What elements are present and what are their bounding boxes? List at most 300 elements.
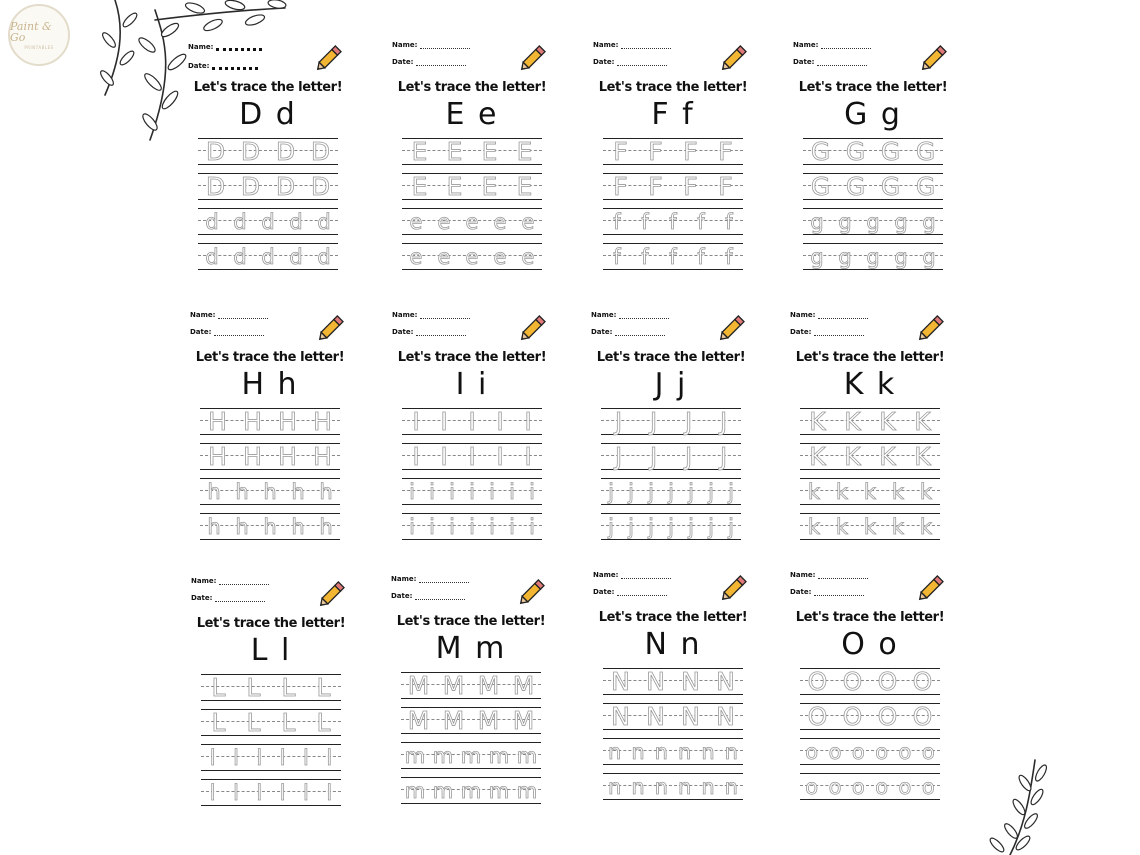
trace-glyph: J <box>649 407 658 436</box>
trace-glyph: l <box>279 781 286 805</box>
sheet-heading: Let's trace the letter! <box>193 80 343 95</box>
trace-glyph: i <box>489 480 495 504</box>
trace-glyph: M <box>407 706 430 735</box>
trace-glyph: k <box>835 480 849 504</box>
trace-glyph: H <box>243 442 262 471</box>
trace-glyphs-upper[interactable] <box>803 139 943 165</box>
date-label: Date: <box>188 62 210 70</box>
trace-glyph: j <box>608 515 614 539</box>
trace-glyphs-upper[interactable] <box>201 675 341 701</box>
date-field[interactable] <box>415 593 465 600</box>
trace-glyphs-upper[interactable] <box>601 444 741 470</box>
trace-glyph: j <box>708 480 714 504</box>
trace-glyph: m <box>404 744 426 768</box>
trace-glyph: M <box>512 671 535 700</box>
trace-glyph: l <box>279 746 286 770</box>
trace-row-upper <box>198 173 338 202</box>
sheet-heading: Let's trace the letter! <box>397 350 547 365</box>
trace-glyph: K <box>809 407 826 436</box>
featured-letters: E e <box>445 97 499 132</box>
trace-row-upper <box>800 703 940 732</box>
trace-glyph: h <box>291 480 305 504</box>
sheet-heading: Let's trace the letter! <box>195 350 345 365</box>
trace-glyph: I <box>412 442 420 471</box>
trace-glyph: l <box>233 746 239 770</box>
trace-glyph: d <box>261 245 275 269</box>
trace-glyphs-lower[interactable] <box>800 479 940 505</box>
trace-glyph: l <box>256 746 263 770</box>
name-label: Name: <box>790 311 816 319</box>
trace-glyph: N <box>716 702 735 731</box>
pencil-icon <box>517 42 549 74</box>
trace-glyph: f <box>641 210 649 234</box>
trace-glyph: k <box>835 515 849 539</box>
trace-glyphs-lower[interactable] <box>800 739 940 765</box>
trace-glyph: L <box>246 673 261 702</box>
date-label: Date: <box>391 592 413 600</box>
trace-row-lower <box>201 744 341 773</box>
date-label: Date: <box>191 594 213 602</box>
name-field[interactable] <box>419 576 469 583</box>
trace-glyph: m <box>460 779 482 803</box>
date-label: Date: <box>190 328 212 336</box>
trace-glyph: I <box>496 407 504 436</box>
worksheet-fields <box>392 312 470 346</box>
trace-glyphs-upper[interactable] <box>200 444 340 470</box>
trace-row-upper <box>201 674 341 703</box>
trace-glyph: M <box>442 706 465 735</box>
trace-glyphs-lower[interactable] <box>603 244 743 270</box>
date-field[interactable] <box>817 59 867 66</box>
trace-glyph: f <box>697 210 705 234</box>
trace-glyphs-lower[interactable] <box>201 780 341 806</box>
name-label: Name: <box>392 41 418 49</box>
trace-glyph: n <box>724 775 738 799</box>
trace-glyph: f <box>669 245 677 269</box>
trace-glyph: o <box>921 775 935 799</box>
trace-glyph: J <box>614 442 623 471</box>
worksheet-fields <box>793 42 871 76</box>
leaf-vine-icon <box>975 755 1055 855</box>
trace-glyphs-upper[interactable] <box>200 409 340 435</box>
trace-glyph: g <box>810 245 824 269</box>
featured-letters: K k <box>843 367 897 402</box>
trace-glyph: J <box>614 407 623 436</box>
worksheet-l <box>191 577 371 805</box>
worksheet-h <box>190 311 370 539</box>
trace-glyph: e <box>437 245 451 269</box>
trace-row-upper <box>803 138 943 167</box>
trace-glyphs-lower[interactable] <box>603 774 743 800</box>
worksheet-f <box>593 41 773 269</box>
date-field[interactable] <box>212 61 258 70</box>
trace-glyph: H <box>313 442 332 471</box>
trace-glyphs-upper[interactable] <box>800 669 940 695</box>
trace-glyph: K <box>844 407 861 436</box>
name-label: Name: <box>392 311 418 319</box>
trace-glyph: h <box>319 515 333 539</box>
sheet-heading: Let's trace the letter! <box>795 350 945 365</box>
name-field[interactable] <box>420 42 470 49</box>
trace-glyph: e <box>493 210 507 234</box>
featured-letters: D d <box>239 97 297 132</box>
trace-glyphs-upper[interactable] <box>402 174 542 200</box>
trace-glyph: g <box>894 210 908 234</box>
name-label: Name: <box>790 571 816 579</box>
trace-glyph: d <box>317 245 331 269</box>
trace-row-upper <box>401 707 541 736</box>
trace-glyph: K <box>844 442 861 471</box>
trace-glyph: E <box>446 137 463 166</box>
pencil-icon <box>918 42 950 74</box>
name-field[interactable] <box>219 578 269 585</box>
tracing-rows <box>603 138 743 278</box>
trace-glyphs-lower[interactable] <box>401 743 541 769</box>
trace-glyph: k <box>863 480 877 504</box>
trace-glyphs-lower[interactable] <box>402 479 542 505</box>
trace-row-upper <box>800 443 940 472</box>
trace-glyphs-lower[interactable] <box>200 514 340 540</box>
pencil-icon <box>718 42 750 74</box>
trace-glyph: F <box>648 137 663 166</box>
featured-letters: J j <box>654 367 688 402</box>
trace-glyph: e <box>409 245 423 269</box>
trace-glyphs-upper[interactable] <box>402 409 542 435</box>
trace-glyphs-lower[interactable] <box>198 209 338 235</box>
trace-row-upper <box>402 443 542 472</box>
trace-glyph: F <box>613 137 628 166</box>
name-field[interactable] <box>818 572 868 579</box>
trace-row-upper <box>603 173 743 202</box>
trace-glyphs-lower[interactable] <box>800 514 940 540</box>
trace-glyph: o <box>805 740 819 764</box>
trace-row-lower <box>800 773 940 802</box>
trace-glyph: n <box>654 740 668 764</box>
trace-glyph: G <box>915 137 936 166</box>
trace-glyph: m <box>488 779 510 803</box>
trace-glyphs-upper[interactable] <box>201 710 341 736</box>
trace-glyph: n <box>631 740 645 764</box>
name-field[interactable] <box>216 42 262 51</box>
sheet-heading: Let's trace the letter! <box>196 616 346 631</box>
trace-glyph: h <box>207 480 221 504</box>
trace-row-upper <box>402 138 542 167</box>
tracing-rows <box>201 674 341 814</box>
trace-glyph: i <box>509 515 515 539</box>
trace-glyph: f <box>641 245 649 269</box>
trace-glyphs-lower[interactable] <box>201 745 341 771</box>
trace-glyph: E <box>411 137 428 166</box>
pencil-icon <box>516 576 548 608</box>
trace-glyph: j <box>728 515 734 539</box>
trace-glyph: f <box>697 245 705 269</box>
tracing-rows <box>198 138 338 278</box>
trace-row-lower <box>603 738 743 767</box>
worksheet-fields <box>790 572 868 606</box>
trace-glyph: l <box>303 746 309 770</box>
trace-glyphs-upper[interactable] <box>401 708 541 734</box>
trace-glyphs-lower[interactable] <box>803 244 943 270</box>
trace-glyphs-lower[interactable] <box>401 778 541 804</box>
trace-glyph: m <box>432 744 454 768</box>
trace-glyph: h <box>319 480 333 504</box>
name-field[interactable] <box>619 312 669 319</box>
trace-glyph: j <box>648 515 654 539</box>
trace-glyph: j <box>628 480 634 504</box>
trace-glyph: n <box>677 740 692 764</box>
trace-glyph: G <box>810 172 831 201</box>
trace-glyph: g <box>866 210 880 234</box>
trace-row-upper <box>601 443 741 472</box>
trace-glyphs-upper[interactable] <box>603 669 743 695</box>
name-field[interactable] <box>218 312 268 319</box>
date-field[interactable] <box>215 595 265 602</box>
trace-glyph: k <box>807 480 821 504</box>
date-field[interactable] <box>814 589 864 596</box>
trace-glyph: i <box>489 515 495 539</box>
sheet-heading: Let's trace the letter! <box>795 610 945 625</box>
trace-row-upper <box>603 668 743 697</box>
trace-glyphs-lower[interactable] <box>402 514 542 540</box>
trace-glyph: M <box>407 671 430 700</box>
trace-glyph: D <box>205 137 226 166</box>
trace-glyph: D <box>240 137 261 166</box>
trace-row-upper <box>401 672 541 701</box>
trace-row-lower <box>800 738 940 767</box>
trace-glyph: O <box>807 702 828 731</box>
trace-glyph: j <box>608 480 614 504</box>
trace-glyphs-upper[interactable] <box>603 704 743 730</box>
trace-glyph: m <box>404 779 426 803</box>
trace-glyph: L <box>246 708 261 737</box>
trace-glyph: g <box>922 210 936 234</box>
name-field[interactable] <box>821 42 871 49</box>
worksheet-m <box>391 575 571 803</box>
pencil-icon <box>915 312 947 344</box>
trace-glyphs-upper[interactable] <box>402 139 542 165</box>
worksheet-n <box>593 571 773 799</box>
trace-glyph: h <box>207 515 221 539</box>
featured-letters: M m <box>435 631 507 666</box>
trace-glyph: H <box>243 407 262 436</box>
trace-glyph: k <box>891 515 905 539</box>
worksheet-d <box>188 42 368 269</box>
trace-glyph: o <box>828 775 842 799</box>
name-field[interactable] <box>420 312 470 319</box>
trace-glyph: D <box>310 137 331 166</box>
worksheet-e <box>392 41 572 269</box>
trace-row-upper <box>200 443 340 472</box>
trace-glyph: i <box>509 480 515 504</box>
date-field[interactable] <box>416 59 466 66</box>
trace-glyphs-upper[interactable] <box>603 139 743 165</box>
trace-glyph: M <box>442 671 465 700</box>
trace-glyph: i <box>409 480 415 504</box>
trace-glyph: M <box>512 706 535 735</box>
trace-glyph: E <box>481 172 498 201</box>
trace-row-upper <box>601 408 741 437</box>
worksheet-fields <box>188 42 262 80</box>
date-field[interactable] <box>617 59 667 66</box>
date-label: Date: <box>793 58 815 66</box>
sheet-heading: Let's trace the letter! <box>396 614 546 629</box>
trace-glyph: i <box>429 515 435 539</box>
trace-glyph: l <box>209 746 216 770</box>
tracing-rows <box>603 668 743 808</box>
date-label: Date: <box>790 588 812 596</box>
trace-glyph: E <box>411 172 428 201</box>
trace-glyph: F <box>683 172 698 201</box>
trace-glyph: L <box>211 673 226 702</box>
trace-glyph: L <box>281 673 296 702</box>
trace-glyph: L <box>211 708 226 737</box>
trace-glyph: J <box>719 407 728 436</box>
trace-glyph: g <box>838 245 852 269</box>
trace-glyphs-upper[interactable] <box>803 174 943 200</box>
trace-glyph: l <box>326 781 333 805</box>
trace-row-lower <box>803 208 943 237</box>
pencil-icon <box>315 312 347 344</box>
trace-glyphs-upper[interactable] <box>601 409 741 435</box>
trace-glyph: i <box>449 480 455 504</box>
trace-row-lower <box>402 208 542 237</box>
trace-glyph: E <box>516 172 533 201</box>
worksheet-fields <box>190 312 268 346</box>
name-field[interactable] <box>621 572 671 579</box>
trace-glyphs-lower[interactable] <box>601 514 741 540</box>
trace-glyph: J <box>684 407 693 436</box>
trace-row-upper <box>603 703 743 732</box>
trace-row-upper <box>800 408 940 437</box>
date-label: Date: <box>392 58 414 66</box>
trace-glyph: K <box>879 442 896 471</box>
trace-glyph: d <box>289 245 303 269</box>
sheet-heading: Let's trace the letter! <box>598 610 748 625</box>
trace-glyph: I <box>440 407 448 436</box>
trace-glyph: n <box>608 775 622 799</box>
trace-glyph: j <box>648 480 654 504</box>
trace-glyph: D <box>275 137 296 166</box>
trace-glyphs-lower[interactable] <box>603 209 743 235</box>
trace-glyph: e <box>521 210 535 234</box>
tracing-rows <box>800 668 940 808</box>
trace-glyph: J <box>649 442 658 471</box>
trace-glyphs-lower[interactable] <box>800 774 940 800</box>
trace-glyph: g <box>866 245 880 269</box>
trace-glyph: h <box>235 515 249 539</box>
name-field[interactable] <box>818 312 868 319</box>
date-field[interactable] <box>214 329 264 336</box>
trace-glyphs-lower[interactable] <box>402 244 542 270</box>
trace-row-upper <box>402 408 542 437</box>
trace-glyph: I <box>412 407 420 436</box>
trace-row-lower <box>198 208 338 237</box>
trace-glyphs-upper[interactable] <box>401 673 541 699</box>
date-field[interactable] <box>617 589 667 596</box>
trace-glyph: M <box>477 671 500 700</box>
trace-glyph: m <box>516 779 538 803</box>
trace-glyphs-lower[interactable] <box>198 244 338 270</box>
tracing-rows <box>200 408 340 548</box>
trace-glyph: E <box>481 137 498 166</box>
trace-glyph: M <box>477 706 500 735</box>
featured-letters: I i <box>455 367 489 402</box>
trace-glyphs-upper[interactable] <box>198 174 338 200</box>
date-field[interactable] <box>615 329 665 336</box>
trace-glyph: f <box>613 210 621 234</box>
trace-glyphs-lower[interactable] <box>200 479 340 505</box>
trace-row-lower <box>800 513 940 542</box>
trace-glyph: E <box>446 172 463 201</box>
trace-glyph: O <box>807 667 828 696</box>
trace-row-upper <box>198 138 338 167</box>
trace-row-lower <box>200 478 340 507</box>
trace-row-lower <box>601 513 741 542</box>
trace-glyphs-upper[interactable] <box>603 174 743 200</box>
trace-glyphs-upper[interactable] <box>800 444 940 470</box>
trace-glyphs-lower[interactable] <box>402 209 542 235</box>
trace-glyph: o <box>851 775 865 799</box>
trace-glyph: G <box>845 172 866 201</box>
sheet-heading: Let's trace the letter! <box>397 80 547 95</box>
name-label: Name: <box>593 41 619 49</box>
trace-glyphs-lower[interactable] <box>803 209 943 235</box>
trace-glyph: O <box>912 667 933 696</box>
trace-glyphs-upper[interactable] <box>800 704 940 730</box>
trace-glyph: o <box>875 740 889 764</box>
name-label: Name: <box>188 43 214 51</box>
trace-row-upper <box>603 138 743 167</box>
sheet-heading: Let's trace the letter! <box>596 350 746 365</box>
name-label: Name: <box>391 575 417 583</box>
trace-row-lower <box>201 779 341 808</box>
trace-glyph: k <box>807 515 821 539</box>
trace-glyph: O <box>842 702 863 731</box>
trace-glyph: N <box>611 702 630 731</box>
trace-row-upper <box>201 709 341 738</box>
trace-glyphs-lower[interactable] <box>601 479 741 505</box>
trace-glyph: G <box>880 172 901 201</box>
tracing-rows <box>800 408 940 548</box>
date-field[interactable] <box>814 329 864 336</box>
trace-glyphs-upper[interactable] <box>800 409 940 435</box>
trace-glyphs-lower[interactable] <box>603 739 743 765</box>
tracing-rows <box>601 408 741 548</box>
trace-glyph: i <box>469 480 475 504</box>
worksheet-fields <box>593 572 671 606</box>
trace-glyph: I <box>524 407 532 436</box>
trace-glyph: e <box>521 245 535 269</box>
trace-row-lower <box>800 478 940 507</box>
featured-letters: L l <box>250 633 292 668</box>
worksheet-fields <box>591 312 669 346</box>
trace-glyph: k <box>863 515 877 539</box>
trace-glyph: J <box>719 442 728 471</box>
trace-glyph: j <box>668 480 674 504</box>
worksheet-j <box>591 311 771 539</box>
name-field[interactable] <box>621 42 671 49</box>
date-field[interactable] <box>416 329 466 336</box>
trace-glyph: F <box>613 172 628 201</box>
trace-glyphs-upper[interactable] <box>402 444 542 470</box>
trace-glyphs-upper[interactable] <box>198 139 338 165</box>
trace-row-upper <box>200 408 340 437</box>
trace-glyph: d <box>205 245 219 269</box>
trace-glyph: N <box>611 667 630 696</box>
trace-glyph: m <box>460 744 482 768</box>
tracing-rows <box>803 138 943 278</box>
trace-glyph: n <box>724 740 738 764</box>
